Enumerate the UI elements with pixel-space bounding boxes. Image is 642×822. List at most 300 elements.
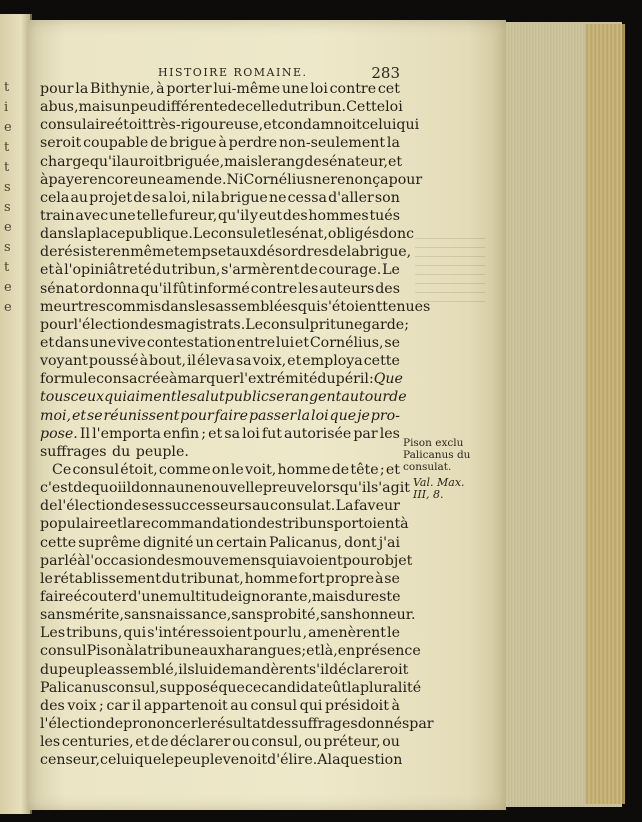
word: mais	[311, 588, 346, 605]
word: que	[329, 407, 357, 424]
word: populaire	[40, 516, 109, 533]
word: sans	[123, 607, 157, 624]
word: de	[329, 244, 347, 261]
word: des	[40, 697, 65, 714]
word: objet	[376, 552, 413, 569]
word: fort	[298, 570, 325, 587]
word: Le	[245, 316, 264, 333]
word: de	[389, 389, 407, 406]
word: parlé	[40, 552, 78, 569]
word: que	[134, 752, 162, 769]
word: tous	[40, 389, 71, 406]
word: l'élection	[40, 715, 106, 732]
word: s'agit	[371, 480, 410, 497]
text-line	[40, 697, 400, 715]
word: une	[138, 171, 166, 188]
text-line	[40, 534, 400, 552]
text-line	[40, 334, 400, 352]
word: tête	[350, 461, 379, 478]
word: courage.	[318, 262, 382, 279]
word: résister	[57, 244, 113, 261]
word: consul	[72, 461, 120, 478]
word: consul,	[251, 734, 303, 751]
word: avec	[75, 207, 109, 224]
word: employa	[302, 353, 363, 370]
margin-note-line: Pison exclu	[403, 437, 464, 449]
word: coupable	[83, 135, 149, 152]
word: qui	[267, 552, 290, 569]
word: qui	[123, 625, 147, 642]
word: du	[40, 661, 59, 678]
word: mouvemens	[181, 552, 268, 569]
word: déclarer	[170, 734, 231, 751]
word: j'ai	[378, 534, 400, 551]
word: vive	[117, 334, 147, 351]
left-page-fragment: t	[4, 80, 10, 95]
word: prit	[309, 316, 336, 333]
word: Palicanus	[40, 679, 109, 696]
word: Pison	[86, 643, 126, 660]
word: des	[282, 207, 308, 224]
word: tribun,	[171, 262, 221, 279]
text-line	[40, 751, 403, 769]
word: que	[218, 679, 245, 696]
text-line	[40, 225, 415, 243]
word: hommes	[308, 207, 369, 224]
word: du	[278, 99, 298, 116]
word: des	[257, 516, 283, 533]
word: une	[89, 334, 117, 351]
word: du	[152, 262, 171, 279]
word: loi	[311, 407, 329, 424]
text-line	[40, 243, 412, 261]
text-line	[40, 552, 413, 570]
word: sans	[231, 607, 264, 624]
word: la	[75, 81, 89, 97]
word: étoit,	[120, 461, 158, 478]
text-line	[40, 606, 416, 624]
word: temps	[173, 244, 218, 261]
word: qui	[104, 389, 127, 406]
text-line	[40, 570, 400, 588]
word: place	[86, 226, 126, 243]
word: au	[252, 498, 270, 515]
word: consul	[40, 643, 87, 660]
word: ne	[312, 171, 331, 188]
word: je	[357, 407, 370, 424]
word: un	[112, 99, 131, 116]
word: et	[287, 353, 302, 370]
word: la	[206, 189, 220, 206]
word: cette	[363, 353, 400, 370]
word: il	[122, 480, 132, 497]
word: dans	[161, 298, 196, 315]
word: tribunat,	[180, 570, 244, 587]
word: même	[130, 244, 174, 261]
word: loi	[310, 81, 328, 97]
word: donna	[131, 480, 176, 497]
word: venoit	[222, 752, 268, 769]
word: ;	[379, 461, 385, 478]
word: peuple.	[135, 443, 189, 460]
word: ce	[244, 679, 262, 696]
word: preuve	[262, 480, 313, 497]
word: pluralité	[359, 679, 422, 696]
word: du	[112, 443, 131, 460]
word: brigue	[220, 189, 268, 206]
text-line	[40, 261, 400, 279]
word: les	[298, 280, 319, 297]
word: payer	[48, 171, 90, 188]
text-line	[40, 134, 400, 152]
left-page-fragment: s	[4, 240, 11, 255]
word: fût	[172, 280, 193, 297]
word: Ce	[52, 461, 72, 478]
word: le	[40, 570, 53, 587]
word: bout,	[149, 353, 186, 370]
word: Il	[79, 425, 91, 442]
word: honneur.	[352, 607, 416, 624]
word: à	[139, 353, 149, 370]
word: poussé	[88, 353, 139, 370]
word: le	[161, 752, 175, 769]
word: différente	[157, 99, 228, 116]
word: garde;	[362, 316, 409, 333]
word: centuries,	[61, 734, 134, 751]
word: au	[70, 189, 89, 206]
word: et	[306, 643, 321, 660]
word: cette	[40, 534, 77, 551]
word: marquer	[177, 371, 240, 388]
left-page-fragment: s	[4, 200, 11, 215]
word: seroit	[40, 135, 82, 152]
word: auroit	[121, 153, 165, 170]
text-line	[40, 116, 420, 134]
word: enfin	[163, 425, 200, 442]
word: sa	[151, 189, 168, 206]
word: probité,	[263, 607, 321, 624]
word: appartenoit	[143, 697, 228, 714]
word: tribuns,	[66, 625, 123, 642]
text-line	[40, 588, 400, 606]
word: une	[335, 316, 363, 333]
word: donc	[379, 226, 415, 243]
word: et	[208, 425, 223, 442]
word: ou	[382, 734, 400, 751]
word: de	[133, 189, 151, 206]
word: de	[227, 99, 246, 116]
word: lui	[194, 661, 213, 678]
word: consul,	[108, 679, 160, 696]
word: peuple	[58, 661, 107, 678]
word: dont	[344, 534, 377, 551]
word: comme	[158, 461, 211, 478]
word: suffrages	[40, 443, 107, 460]
word: en	[112, 244, 131, 261]
word: auteurs	[319, 280, 375, 297]
word: abus,	[40, 99, 79, 116]
word: ;	[301, 643, 307, 660]
word: en	[337, 643, 356, 660]
word: le	[271, 226, 285, 243]
page-number: 283	[371, 64, 400, 82]
left-page-fragment: s	[4, 180, 11, 195]
left-page-fragment: t	[4, 160, 10, 175]
word: et	[135, 734, 150, 751]
word: donnés	[357, 715, 410, 732]
margin-note-line: consulat.	[403, 461, 452, 473]
word: portoient	[333, 516, 401, 533]
word: mérite,	[72, 607, 124, 624]
word: propre	[325, 570, 375, 587]
word: faveur	[353, 498, 400, 515]
text-line	[40, 98, 403, 116]
word: ils	[178, 661, 195, 678]
word: homme	[244, 570, 298, 587]
word: autour	[341, 389, 390, 406]
word: recommandation	[135, 516, 258, 533]
word: s'armèrent	[221, 262, 300, 279]
word: multitude	[168, 588, 238, 605]
word: une	[281, 81, 309, 97]
word: porter	[166, 81, 212, 97]
word: s'intéressoient	[147, 625, 253, 642]
text-line	[40, 515, 409, 533]
word: cet	[377, 81, 400, 97]
word: se	[384, 334, 400, 351]
word: il	[186, 353, 197, 370]
word: réunissent	[103, 407, 180, 424]
word: des	[156, 552, 182, 569]
word: et	[217, 244, 232, 261]
word: tribuns	[282, 516, 334, 533]
word: obligés	[327, 226, 380, 243]
word: et	[40, 334, 55, 351]
word: A	[317, 752, 328, 769]
word: Ni	[226, 171, 244, 188]
word: loi	[242, 425, 260, 442]
word: pose.	[40, 425, 78, 442]
word: et	[71, 407, 87, 424]
word: moi,	[40, 407, 72, 424]
word: demandèrent	[212, 661, 309, 678]
word: Cornélius,	[309, 334, 384, 351]
word: contre	[250, 280, 298, 297]
word: ;	[99, 697, 104, 714]
word: on	[211, 461, 230, 478]
word: loi,	[168, 189, 191, 206]
word: à	[54, 262, 64, 279]
word: faire	[40, 588, 74, 605]
word: sénat	[40, 280, 79, 297]
word: salut	[189, 389, 225, 406]
word: à	[391, 697, 400, 714]
word: dignité	[142, 534, 194, 551]
word: très-rigoureuse,	[147, 117, 264, 134]
word: de	[40, 498, 58, 515]
word: l'élection	[73, 316, 140, 333]
word: une	[175, 480, 203, 497]
word: pour	[388, 171, 423, 188]
word: reste	[363, 588, 401, 605]
word: assemblées	[215, 298, 298, 315]
text-line	[40, 370, 403, 388]
word: informé	[193, 280, 250, 297]
word: tués	[369, 207, 400, 224]
word: consacrée	[96, 371, 169, 388]
word: sans	[320, 607, 353, 624]
word: certain	[215, 534, 267, 551]
word: passer	[248, 407, 297, 424]
word: sa	[235, 353, 252, 370]
word: brigue	[169, 135, 217, 152]
word: présidoit	[324, 697, 389, 714]
left-page-fragment: e	[4, 280, 12, 295]
word: qui	[396, 117, 420, 134]
word: s'étoient	[320, 298, 383, 315]
word: écouter	[73, 588, 129, 605]
word: des	[139, 316, 164, 333]
word: successeurs	[164, 498, 252, 515]
word: et	[385, 461, 400, 478]
word: à	[156, 81, 165, 97]
word: :	[368, 371, 374, 388]
word: renonça	[330, 171, 389, 188]
word: au	[230, 697, 248, 714]
word: rang	[270, 153, 305, 170]
word: l'occasion	[85, 552, 157, 569]
word: mais	[78, 99, 113, 116]
word: lui-même	[213, 81, 281, 97]
word: Cette	[346, 99, 386, 116]
word: un	[195, 534, 214, 551]
word: fut	[261, 425, 282, 442]
word: de	[150, 135, 168, 152]
word: ceux	[70, 389, 105, 406]
word: harangues	[225, 643, 302, 660]
word: pour	[40, 81, 74, 97]
margin-note	[403, 437, 473, 501]
word: condamnoit	[277, 117, 362, 134]
word: voyant	[40, 353, 88, 370]
word: qui	[299, 697, 323, 714]
word: les	[195, 298, 216, 315]
text-line	[40, 715, 434, 733]
word: sa	[224, 425, 241, 442]
text-line	[40, 679, 422, 697]
text-line	[40, 316, 409, 334]
word: déclareroit	[329, 661, 409, 678]
word: brigue,	[359, 244, 412, 261]
text-line	[40, 425, 400, 443]
word: la	[386, 135, 400, 152]
word: quoi	[90, 480, 123, 497]
word: autorisée	[284, 425, 352, 442]
word: commis	[105, 298, 162, 315]
text-line	[40, 298, 431, 316]
word: consulat.	[270, 498, 336, 515]
word: la	[122, 516, 136, 533]
word: des	[375, 280, 400, 297]
text-line	[40, 497, 400, 515]
word: ,	[302, 625, 308, 642]
word: tribun.	[297, 99, 347, 116]
word: et	[40, 262, 55, 279]
text-line	[40, 189, 400, 207]
text-line	[40, 171, 423, 189]
word: se	[269, 389, 285, 406]
word: la	[134, 643, 148, 660]
word: à	[77, 552, 86, 569]
word: de	[123, 498, 142, 515]
word: péril	[335, 371, 369, 388]
word: cessa	[287, 189, 327, 206]
word: perdre	[228, 135, 278, 152]
word: la	[346, 244, 360, 261]
text-line	[40, 624, 400, 642]
word: telle	[136, 207, 169, 224]
word: lui	[275, 334, 295, 351]
word: consulaire	[40, 117, 115, 134]
word: pour	[180, 407, 214, 424]
word: le	[176, 389, 190, 406]
text-line	[40, 642, 421, 660]
left-page-fragment: e	[4, 220, 12, 235]
running-head-title: HISTOIRE ROMAINE.	[158, 66, 308, 79]
word: aiment	[126, 389, 177, 406]
word: pour	[342, 552, 377, 569]
word: le	[197, 715, 211, 732]
word: là,	[320, 643, 338, 660]
word: à	[218, 135, 227, 152]
word: suprême	[78, 534, 141, 551]
word: Palicanus,	[269, 534, 342, 551]
word: pour	[253, 625, 287, 642]
word: train	[40, 207, 75, 224]
word: pour	[40, 316, 74, 333]
word: et	[108, 516, 123, 533]
word: et	[263, 117, 278, 134]
left-page-fragment: e	[4, 120, 12, 135]
word: sans	[40, 607, 73, 624]
word: amenèrent	[308, 625, 386, 642]
word: à	[400, 516, 409, 533]
word: ;	[201, 425, 207, 442]
word: lu	[287, 625, 302, 642]
word: meurtres	[40, 298, 106, 315]
word: Cornélius	[243, 171, 313, 188]
word: les	[379, 425, 400, 442]
word: prononcer	[123, 715, 198, 732]
word: présence	[355, 643, 421, 660]
word: supposé	[159, 679, 219, 696]
margin-note-line: Palicanus du	[403, 449, 471, 461]
word: fureur,	[168, 207, 218, 224]
word: le	[230, 461, 244, 478]
word: de	[40, 244, 58, 261]
word: du	[345, 588, 364, 605]
word: de	[300, 262, 318, 279]
word: consul	[263, 316, 310, 333]
word: de	[150, 734, 169, 751]
word: d'une	[128, 588, 168, 605]
left-page-fragment: t	[4, 260, 10, 275]
word: il	[132, 697, 142, 714]
word: consul	[210, 226, 258, 243]
word: contestation	[146, 334, 236, 351]
word: Les	[40, 625, 66, 642]
word: celle	[245, 99, 279, 116]
